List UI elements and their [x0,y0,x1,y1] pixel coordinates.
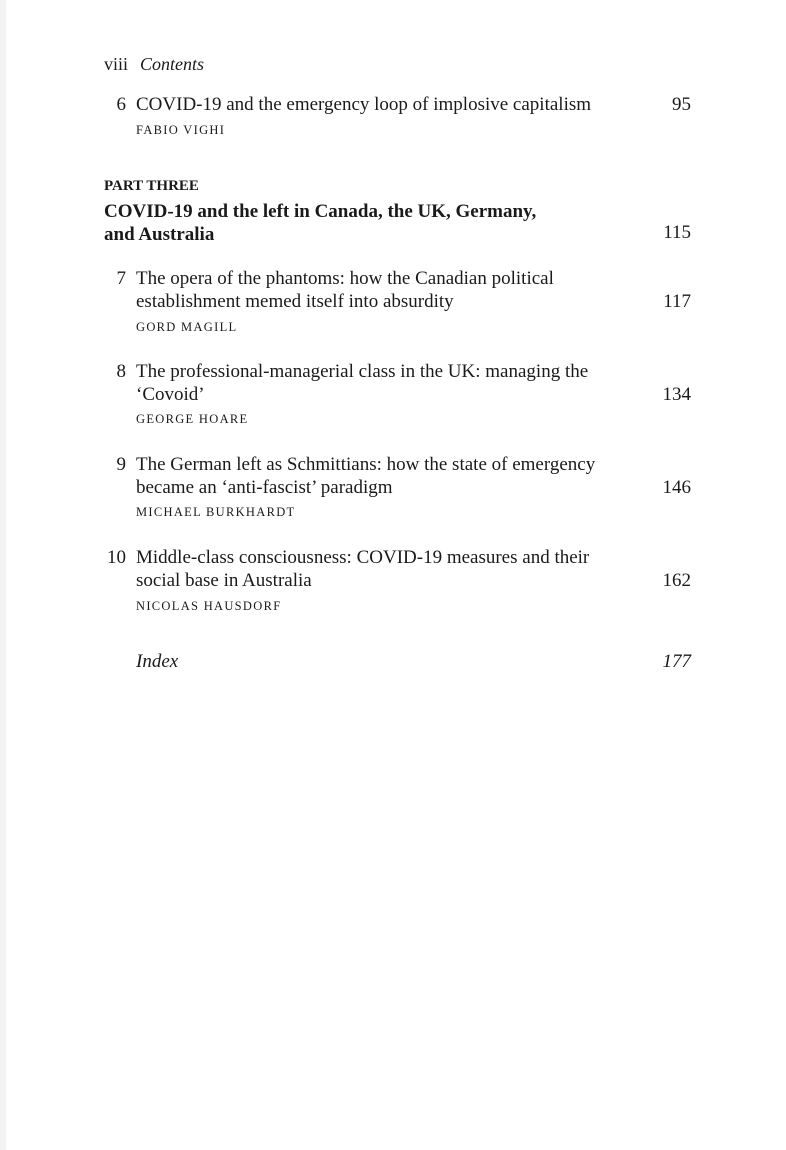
part-title [104,200,536,246]
chapter-title-line: ‘Covoid’ [136,384,205,405]
chapter-page-number: 117 [663,291,691,312]
chapter-title-line: became an ‘anti-fascist’ paradigm [136,477,393,498]
chapter-number: 10 [107,547,126,568]
chapter-author: FABIO VIGHI [136,123,226,137]
chapter-title [136,453,616,499]
chapter-number: 8 [116,361,126,382]
running-head [104,53,204,75]
chapter-page-number: 134 [662,384,691,405]
chapter-title-line: establishment memed itself into absurdity [136,291,454,312]
index-label: Index [136,651,179,672]
part-title-line: and Australia [104,224,215,245]
chapter-title [136,267,616,313]
chapter-page-number: 95 [672,94,691,115]
chapter-title [136,360,616,406]
chapter-title-line: The opera of the phantoms: how the Canadian political [136,268,554,289]
chapter-title-line: COVID-19 and the emergency loop of implosive capitalism [136,94,592,115]
chapter-title-line: Middle-class consciousness: COVID-19 measures and their [136,547,590,568]
chapter-title-line: social base in Australia [136,570,312,591]
chapter-title [136,93,616,116]
part-page-number: 115 [663,222,691,243]
chapter-title-line: The professional-managerial class in the UK: managing the [136,361,589,382]
page-folio: viii [104,54,129,74]
chapter-page-number: 146 [662,477,691,498]
chapter-author: NICOLAS HAUSDORF [136,599,282,613]
chapter-number: 6 [116,94,126,115]
book-page [6,0,786,1150]
running-head-title: Contents [140,54,205,74]
part-title-line: COVID-19 and the left in Canada, the UK, Germany, [104,201,537,222]
chapter-page-number: 162 [662,570,691,591]
part-label: PART THREE [104,178,199,194]
chapter-title-line: The German left as Schmittians: how the state of emergency [136,454,596,475]
chapter-author: GORD MAGILL [136,320,238,334]
chapter-author: GEORGE HOARE [136,412,249,426]
chapter-number: 7 [116,268,126,289]
chapter-author: MICHAEL BURKHARDT [136,505,296,519]
index-page-number: 177 [662,651,691,672]
chapter-title [136,546,616,592]
chapter-number: 9 [116,454,126,475]
